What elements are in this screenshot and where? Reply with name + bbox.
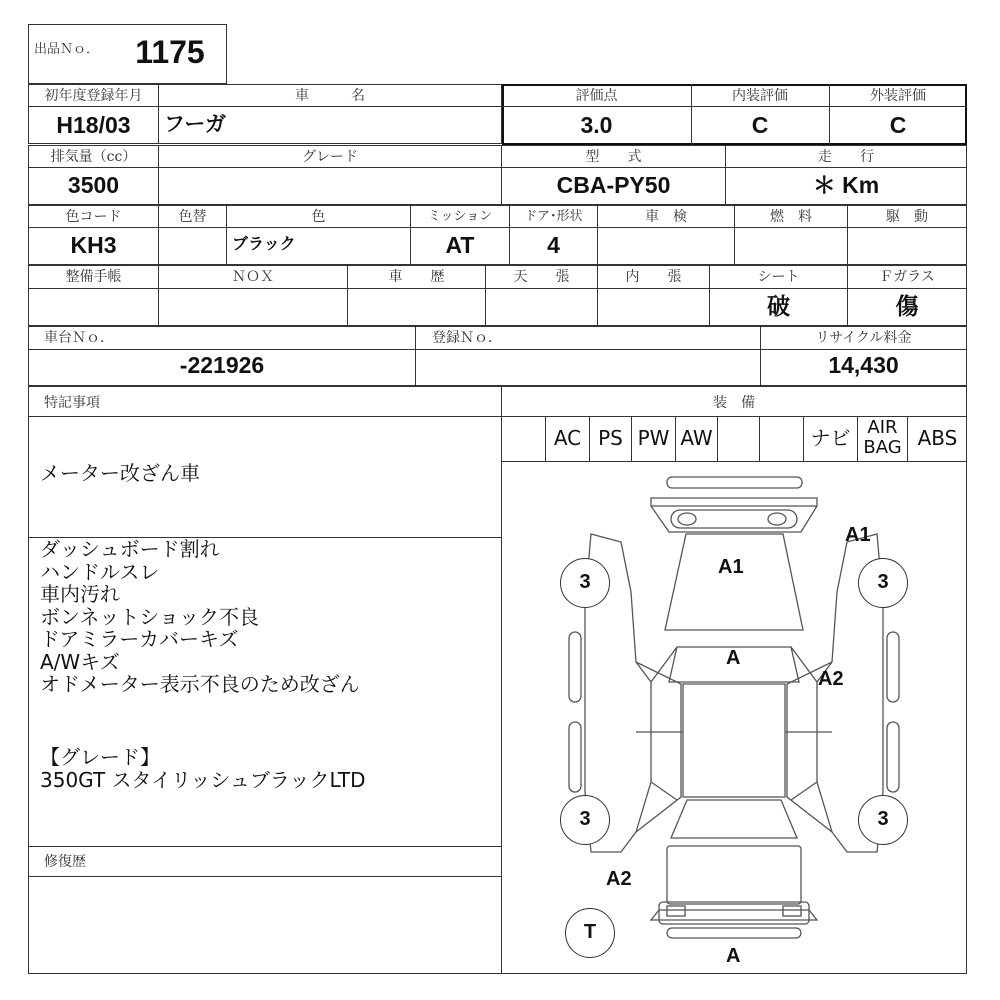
score-value: 3.0 xyxy=(580,112,613,138)
roof-label: 天 張 xyxy=(513,269,570,285)
rear-bumper-top xyxy=(651,910,817,920)
rear-light-left xyxy=(667,906,685,916)
car-diagram xyxy=(501,462,967,974)
color-label: 色 xyxy=(311,209,326,225)
seat-label: シート xyxy=(757,269,800,285)
interior-label: 内装評価 xyxy=(732,88,788,104)
rear-bumper xyxy=(659,902,809,924)
right-mirror xyxy=(887,632,899,702)
tire-front-left: 3 xyxy=(560,558,610,608)
remarks-item: A/Wキズ xyxy=(40,649,120,674)
drive-label: 駆 動 xyxy=(886,209,928,225)
equipment-item: ABS xyxy=(907,416,967,461)
mileage-label: 走 行 xyxy=(818,149,874,165)
front-emblem-left xyxy=(678,513,696,525)
remarks-grade-text: 350GT スタイリッシュブラックLTD xyxy=(40,768,366,792)
displacement-label: 排気量（cc） xyxy=(50,149,137,165)
left-rocker xyxy=(569,722,581,792)
transmission-value: AT xyxy=(445,232,475,258)
remarks-item: ハンドルスレ xyxy=(40,559,160,584)
damage-mark-right-side: A2 xyxy=(818,668,844,690)
equipment-item: ナビ xyxy=(803,416,857,461)
equipment-item xyxy=(717,416,759,461)
color-code-value: KH3 xyxy=(70,232,117,258)
remarks-repair-header-divider xyxy=(28,876,502,877)
left-door-area xyxy=(636,662,681,832)
displacement-value: 3500 xyxy=(67,172,120,198)
left-pillars xyxy=(651,647,677,800)
front-emblem-right xyxy=(768,513,786,525)
roof-panel xyxy=(683,684,785,797)
repaint-label: 色替 xyxy=(178,209,207,225)
f-glass-value: 傷 xyxy=(895,293,919,319)
equipment-item: PW xyxy=(631,416,675,461)
lot-number-label: 出品Ｎｏ． xyxy=(34,42,100,57)
lot-number-value: 1175 xyxy=(135,34,205,70)
damage-mark-left-rear: A2 xyxy=(606,868,632,890)
rear-glass xyxy=(671,800,797,838)
left-mirror xyxy=(569,632,581,702)
chassis-label: 車台Ｎｏ． xyxy=(44,330,114,346)
seat-value: 破 xyxy=(767,293,790,319)
remarks-grade-header: 【グレード】 xyxy=(40,745,160,769)
equipment-item: PS xyxy=(589,416,631,461)
interior-value: C xyxy=(751,112,769,138)
equipment-item xyxy=(501,416,545,461)
model-label: 型 式 xyxy=(585,149,642,165)
equipment-item: AC xyxy=(545,416,589,461)
right-rocker xyxy=(887,722,899,792)
row1-divider-right xyxy=(502,106,967,107)
damage-mark-hood: A1 xyxy=(718,556,744,578)
remarks-item: ダッシュボード割れ xyxy=(40,537,220,561)
remarks-item: オドメーター表示不良のため改ざん xyxy=(40,672,360,696)
score-label: 評価点 xyxy=(575,88,618,104)
fuel-label: 燃 料 xyxy=(770,209,812,225)
first-reg-value: H18/03 xyxy=(56,112,131,138)
registration-label: 登録Ｎｏ． xyxy=(432,330,502,346)
damage-mark-right-front-fender: A1 xyxy=(845,524,871,546)
interior-lining-label: 内 張 xyxy=(625,269,682,285)
front-bumper xyxy=(651,498,817,506)
chassis-value: -221926 xyxy=(179,352,265,378)
tire-spare: T xyxy=(565,908,615,958)
doors-value: 4 xyxy=(547,232,560,258)
equipment-item: AIR BAG xyxy=(857,416,907,461)
tire-rear-right: 3 xyxy=(858,795,908,845)
tire-front-right: 3 xyxy=(858,558,908,608)
recycle-value: 14,430 xyxy=(828,352,899,378)
equipment-label: 装 備 xyxy=(713,395,755,411)
car-name-value: フーガ xyxy=(164,113,226,136)
equipment-item: AW xyxy=(675,416,717,461)
remarks-repair-divider xyxy=(28,846,502,847)
recycle-label: リサイクル料金 xyxy=(815,330,912,346)
nox-label: ＮＯＸ xyxy=(232,269,274,285)
remarks-label: 特記事項 xyxy=(44,395,100,411)
remarks-header-divider xyxy=(28,416,502,417)
mileage-value: ＊ Km xyxy=(812,172,880,198)
f-glass-label: Ｆガラス xyxy=(879,269,935,285)
remarks-item: ドアミラーカバーキズ xyxy=(40,627,239,651)
color-value: ブラック xyxy=(232,236,296,253)
doors-label: ドア･形状 xyxy=(524,209,583,224)
tire-rear-left: 3 xyxy=(560,795,610,845)
transmission-label: ミッション xyxy=(427,209,493,224)
remarks-item: 車内汚れ xyxy=(40,582,120,606)
first-reg-label: 初年度登録年月 xyxy=(44,88,143,104)
maintenance-label: 整備手帳 xyxy=(65,269,122,285)
rear-skirt xyxy=(667,928,801,938)
right-pillars xyxy=(791,647,817,800)
front-bumper-top xyxy=(667,477,802,488)
grade-label: グレード xyxy=(302,149,358,165)
damage-mark-rear-bumper: A xyxy=(726,945,741,967)
model-value: CBA-PY50 xyxy=(556,172,671,198)
exterior-label: 外装評価 xyxy=(870,88,926,104)
damage-mark-windshield-area: A xyxy=(726,647,741,669)
trunk-panel xyxy=(667,846,801,904)
exterior-value: C xyxy=(889,112,907,138)
remarks-headline: メーター改ざん車 xyxy=(40,461,200,485)
remarks-item: ボンネットショック不良 xyxy=(40,604,259,629)
inspection-label: 車 検 xyxy=(645,209,687,225)
car-name-label: 車 名 xyxy=(295,88,365,104)
equipment-item xyxy=(759,416,803,461)
rear-light-right xyxy=(783,906,801,916)
row1-divider-left xyxy=(28,106,502,107)
hood-panel xyxy=(665,534,803,630)
color-code-label: 色コード xyxy=(65,209,122,225)
repair-history-label: 修復歴 xyxy=(44,854,86,870)
history-label: 車 歴 xyxy=(388,269,445,285)
